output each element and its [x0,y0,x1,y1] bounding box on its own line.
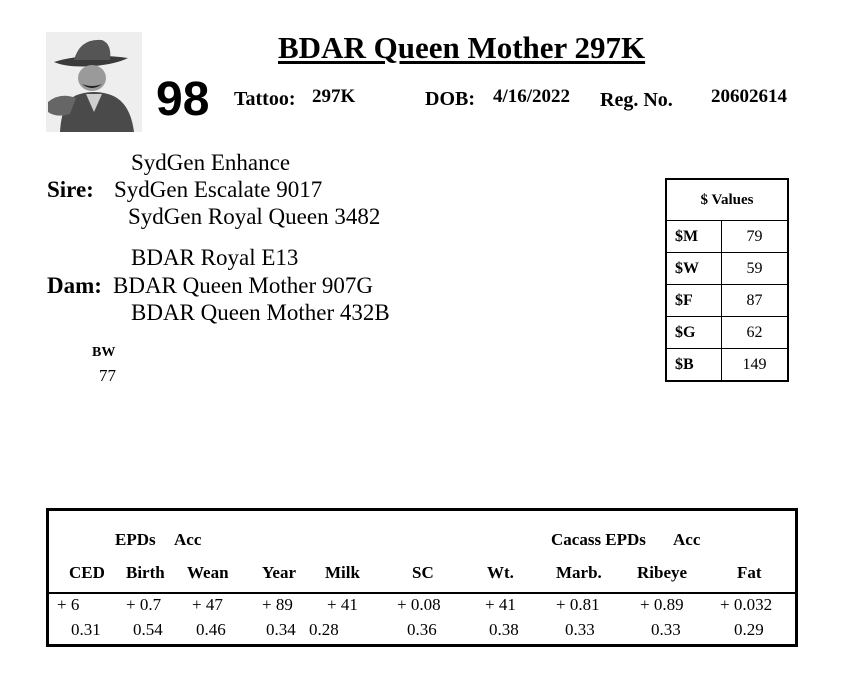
dollar-key: $G [666,317,722,349]
epd-accuracy-value: 0.36 [407,620,437,639]
dollar-key: $W [666,253,722,285]
dollar-value: 149 [722,349,789,382]
epd-value: + 0.08 [397,595,441,614]
dollar-value: 59 [722,253,789,285]
epd-value: + 0.7 [126,595,162,614]
epd-value: + 47 [192,595,223,614]
dam-name: BDAR Queen Mother 907G [113,273,373,298]
dollar-key: $B [666,349,722,382]
epd-accuracy-value: 0.29 [734,620,764,639]
bw-label: BW [92,345,116,360]
dob-label: DOB: [425,88,475,110]
tattoo-label: Tattoo: [234,88,296,110]
table-row [666,349,788,382]
epd-column-header: CED [69,563,105,582]
epd-value: + 6 [57,595,80,614]
epd-table [46,508,798,647]
epd-accuracy-value: 0.38 [489,620,519,639]
table-row [666,317,788,349]
sire-dam: SydGen Royal Queen 3482 [128,204,381,229]
epd-column-header: SC [412,563,434,582]
carcass-acc-label: Acc [673,530,701,549]
epd-accuracy-value: 0.34 [266,620,296,639]
sire-name: SydGen Escalate 9017 [114,177,323,202]
dollar-key: $F [666,285,722,317]
table-row [666,221,788,253]
sire-sire: SydGen Enhance [131,150,291,175]
dollar-value: 87 [722,285,789,317]
epd-column-header: Ribeye [637,563,688,582]
epd-accuracy-value: 0.33 [651,620,681,639]
dam-label: Dam: [47,273,102,298]
epd-value: + 0.032 [720,595,773,614]
epd-column-header: Fat [737,563,762,582]
epd-accuracy-value: 0.33 [565,620,595,639]
epd-accuracy-value: 0.54 [133,620,163,639]
sire-label: Sire: [47,177,94,202]
epds-acc-label: Acc [174,530,202,549]
lot-number: 98 [156,73,210,126]
epd-column-header: Wt. [487,563,514,582]
epd-column-header: Marb. [556,563,602,582]
reg-label: Reg. No. [600,89,673,111]
dollar-values-table [665,178,789,382]
epd-value: + 41 [327,595,358,614]
epd-accuracy-value: 0.28 [309,620,339,639]
reg-value: 20602614 [711,86,787,107]
epd-column-header: Birth [126,563,165,582]
cowboy-logo [46,32,142,132]
bw-value: 77 [99,366,116,385]
epd-value: + 41 [485,595,516,614]
epd-column-header: Wean [187,563,229,582]
tattoo-value: 297K [312,86,356,107]
dollar-value: 79 [722,221,789,253]
epd-value: + 89 [262,595,293,614]
table-row [666,253,788,285]
epd-divider [49,592,795,594]
epd-value: + 0.81 [556,595,600,614]
epds-group-label: EPDs [115,530,156,549]
dollar-value: 62 [722,317,789,349]
dam-sire: BDAR Royal E13 [131,245,299,270]
dam-dam: BDAR Queen Mother 432B [131,300,390,325]
carcass-epds-label: Cacass EPDs [551,530,646,549]
epd-accuracy-value: 0.31 [71,620,101,639]
dollar-values-title: $ Values [666,179,788,221]
animal-title: BDAR Queen Mother 297K [278,30,646,65]
table-row [666,285,788,317]
epd-column-header: Milk [325,563,360,582]
epd-value: + 0.89 [640,595,684,614]
epd-accuracy-value: 0.46 [196,620,226,639]
epd-column-header: Year [262,563,296,582]
dollar-key: $M [666,221,722,253]
dob-value: 4/16/2022 [493,86,571,107]
